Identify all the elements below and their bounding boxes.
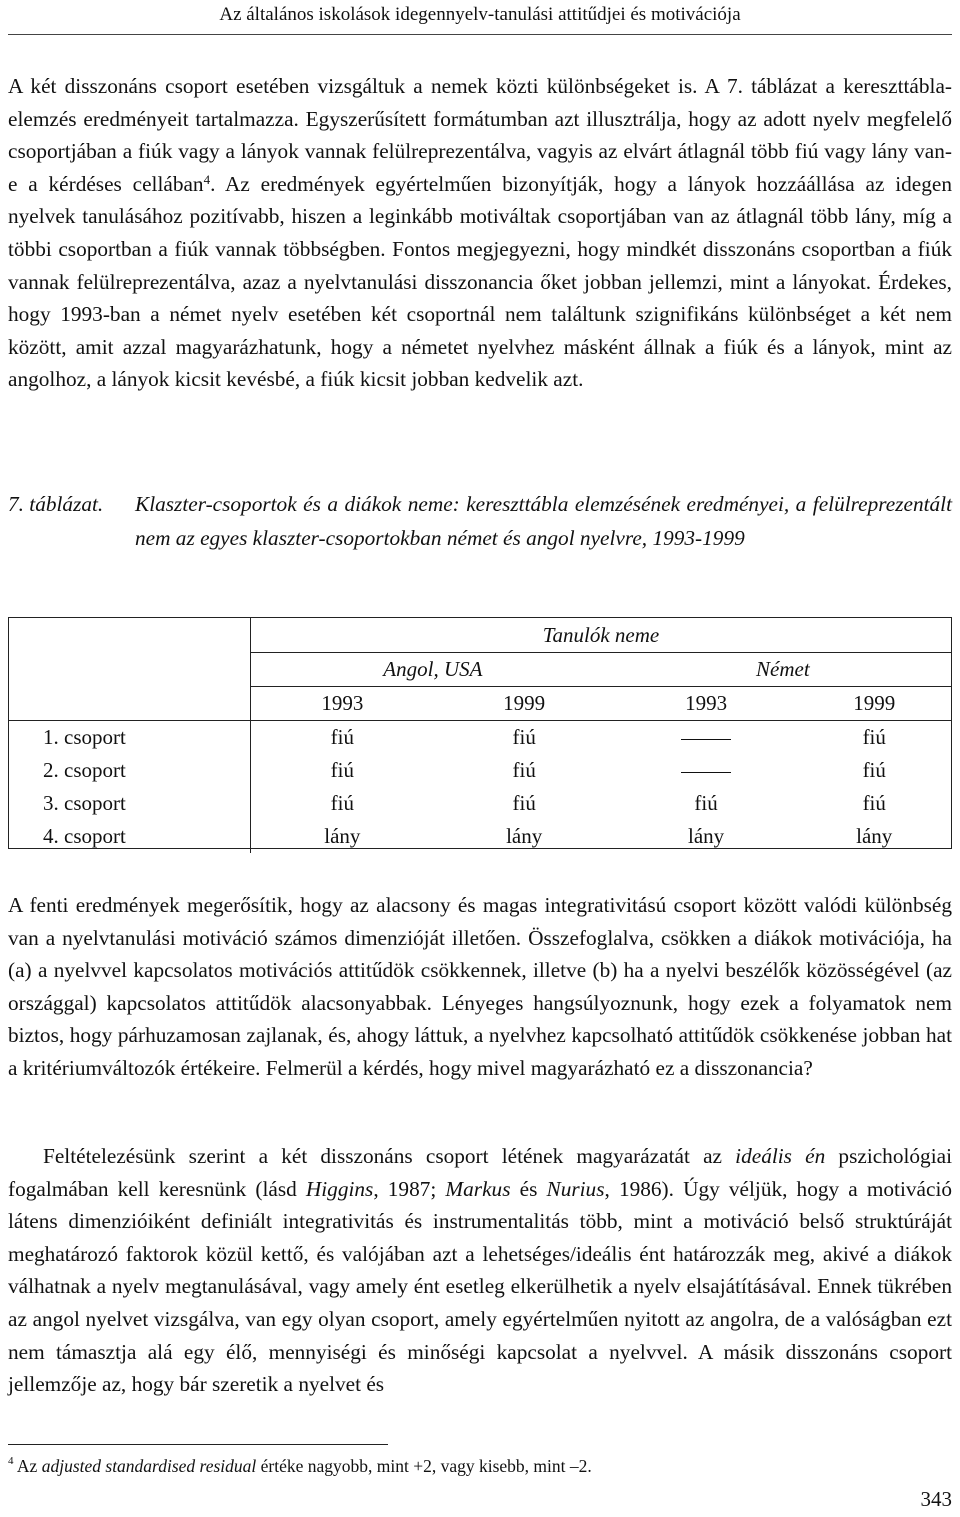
paragraph-1 xyxy=(8,70,952,396)
table-cell: fiú xyxy=(512,791,536,815)
table-row-label: 1. csoport xyxy=(43,725,126,749)
table-year-header: 1999 xyxy=(797,687,951,721)
table-row xyxy=(9,754,951,787)
table-year-header: 1993 xyxy=(615,687,798,721)
footnote-italic: adjusted standardised residual xyxy=(41,1456,257,1476)
table-corner-cell-3 xyxy=(9,687,251,721)
table-cell: fiú xyxy=(862,758,886,782)
table-header-row-1 xyxy=(9,618,951,653)
results-table xyxy=(8,617,952,849)
table-caption xyxy=(8,487,952,555)
dash-mark xyxy=(681,739,731,740)
table-cell: fiú xyxy=(512,758,536,782)
table-group-header-nemet: Német xyxy=(615,653,951,687)
footnote xyxy=(8,1454,952,1478)
table-caption-label: 7. táblázat. xyxy=(8,492,104,516)
table-row xyxy=(9,721,951,755)
footnote-number: 4 xyxy=(8,1455,14,1467)
table-row-label: 3. csoport xyxy=(43,791,126,815)
table-caption-text: Klaszter-csoportok és a diákok neme: kereszttábla elemzésének eredményei, a felülreprezentált nem az egyes klaszter-csoportokban német és angol nyelvre, 1993-1999 xyxy=(135,492,952,550)
table-cell: lány xyxy=(506,824,543,848)
footnote-text: értéke nagyobb, mint +2, vagy kisebb, mint –2. xyxy=(256,1456,592,1476)
table-cell: lány xyxy=(688,824,725,848)
table-year-header: 1993 xyxy=(251,687,434,721)
table-cell: fiú xyxy=(862,725,886,749)
table-cell: fiú xyxy=(862,791,886,815)
table-top-header: Tanulók neme xyxy=(251,618,952,653)
table-row-label: 2. csoport xyxy=(43,758,126,782)
paragraph-3-text: pszichológiai fogalmában kell keresnünk (lásd xyxy=(8,1144,952,1201)
table-row-label: 4. csoport xyxy=(43,824,126,848)
results-table-grid xyxy=(9,618,951,853)
paragraph-3 xyxy=(8,1140,952,1401)
table-corner-cell-2 xyxy=(9,653,251,687)
paragraph-3-text: , 1987; xyxy=(373,1176,446,1201)
paragraph-2-text: A fenti eredmények megerősítik, hogy az alacsony és magas integrativitású csoport között valódi különbség van a nyelvtanulási motiváció számos dimenzióját illetően. Összefoglalva, csökken a diákok motivációja, ha (a) a nyelvvel kapcsolatos motivációs attitűdök csökkennek, illetve (b) ha a nyelvi beszélők közösségével (az országgal) kapcsolatos attitűdök alacsonyabbak. Lényeges hangsúlyoznunk, hogy ezek a folyamatok nem biztos, hogy párhuzamosan zajlanak, és, ahogy láttuk, a nyelvhez kapcsolható attitűdök csökkenése jobban hat a kritériumváltozók értékeire. Felmerül a kérdés, hogy mivel magyarázható ez a disszonancia? xyxy=(8,893,952,1080)
paragraph-1-text-a: A két disszonáns csoport esetében vizsgáltuk a nemek közti különbségeket is. A 7. táblázat a kereszttábla-elemzés eredményeit tartalmazza. Egyszerűsített formátumban azt illusztrálja, hogy az adott nyelv megfelelő csoportjában a fiúk vagy a lányok vannak felülreprezentálva, vagyis az elvárt átlagnál több fiú vagy lány van-e a kérdéses cellában xyxy=(8,74,952,196)
running-header xyxy=(0,2,960,34)
citation-author-nurius: Nurius xyxy=(546,1176,605,1201)
paragraph-3-text: , 1986). Úgy véljük, hogy a motiváció látens dimenzióiként definiált integrativitás és instrumentalitás több, mint a motiváció belső struktúráját meghatározó faktorok közül kettő, és valójában azt a lehetséges/ideális ént határozzák meg, akivé a diákok válhatnak a nyelv megtanulásával, vagy amely ént esetleg elkerülhetik a nyelv elsajátításával. Ennek tükrében az angol nyelvet vizsgálva, van egy olyan csoport, amely egyértelműen nyitott az angolra, de a valóságban ezt nem támasztja alá egy élő, mennyiségi és minőségi kapcsolat a nyelvvel. A másik disszonáns csoport jellemzője az, hogy bár szeretik a nyelvet és xyxy=(8,1176,953,1397)
table-corner-cell xyxy=(9,618,251,653)
table-cell: fiú xyxy=(512,725,536,749)
table-cell-dash xyxy=(615,754,798,787)
table-row xyxy=(9,820,951,853)
header-rule xyxy=(8,34,952,35)
footnote-text: Az xyxy=(13,1456,42,1476)
table-cell-dash xyxy=(615,721,798,755)
table-header-row-years xyxy=(9,687,951,721)
paragraph-2 xyxy=(8,889,952,1085)
table-cell: fiú xyxy=(251,787,434,820)
table-cell: lány xyxy=(251,820,434,853)
paragraph-3-text: Feltételezésünk szerint a két disszonáns csoport létének magyarázatát az xyxy=(43,1144,736,1168)
table-header-row-2 xyxy=(9,653,951,687)
running-header-title: Az általános iskolások idegennyelv-tanulási attitűdjei és motivációja xyxy=(219,4,741,25)
footnote-reference[interactable]: 4 xyxy=(203,171,211,187)
footnote-rule xyxy=(8,1444,388,1445)
citation-author-markus: Markus xyxy=(445,1176,511,1201)
page-number: 343 xyxy=(920,1487,952,1511)
table-cell: fiú xyxy=(251,754,434,787)
table-year-header: 1999 xyxy=(434,687,615,721)
table-cell: fiú xyxy=(251,721,434,755)
paragraph-3-italic: ideális én xyxy=(735,1144,826,1168)
table-row xyxy=(9,787,951,820)
paragraph-1-text-b: . Az eredmények egyértelműen bizonyítják, hogy a lányok hozzáállása az idegen nyelvek tanulásához pozitívabb, hiszen a leginkább motiváltak csoportjában van az átlagnál több lány, míg a többi csoportban a fiúk vannak többségben. Fontos megjegyezni, hogy mindkét disszonáns csoportban a fiúk vannak felülreprezentálva, azaz a nyelvtanulási disszonancia őket jobban jellemzi, mint a lányokat. Érdekes, hogy 1993-ban a német nyelv esetében két csoportnál nem találtunk szignifikáns különbséget a két nem között, amit azzal magyarázhatunk, hogy a németet nyelvhez másként állnak a fiúk és a lányok, mint az angolhoz, a lányok kicsit kevésbé, a fiúk kicsit jobban kedvelik azt. xyxy=(8,171,952,392)
table-cell: fiú xyxy=(694,791,718,815)
table-cell: lány xyxy=(856,824,893,848)
citation-author-higgins: Higgins xyxy=(305,1176,374,1201)
table-group-header-angol: Angol, USA xyxy=(251,653,615,687)
dash-mark xyxy=(681,772,731,773)
paragraph-3-text: és xyxy=(510,1176,547,1201)
